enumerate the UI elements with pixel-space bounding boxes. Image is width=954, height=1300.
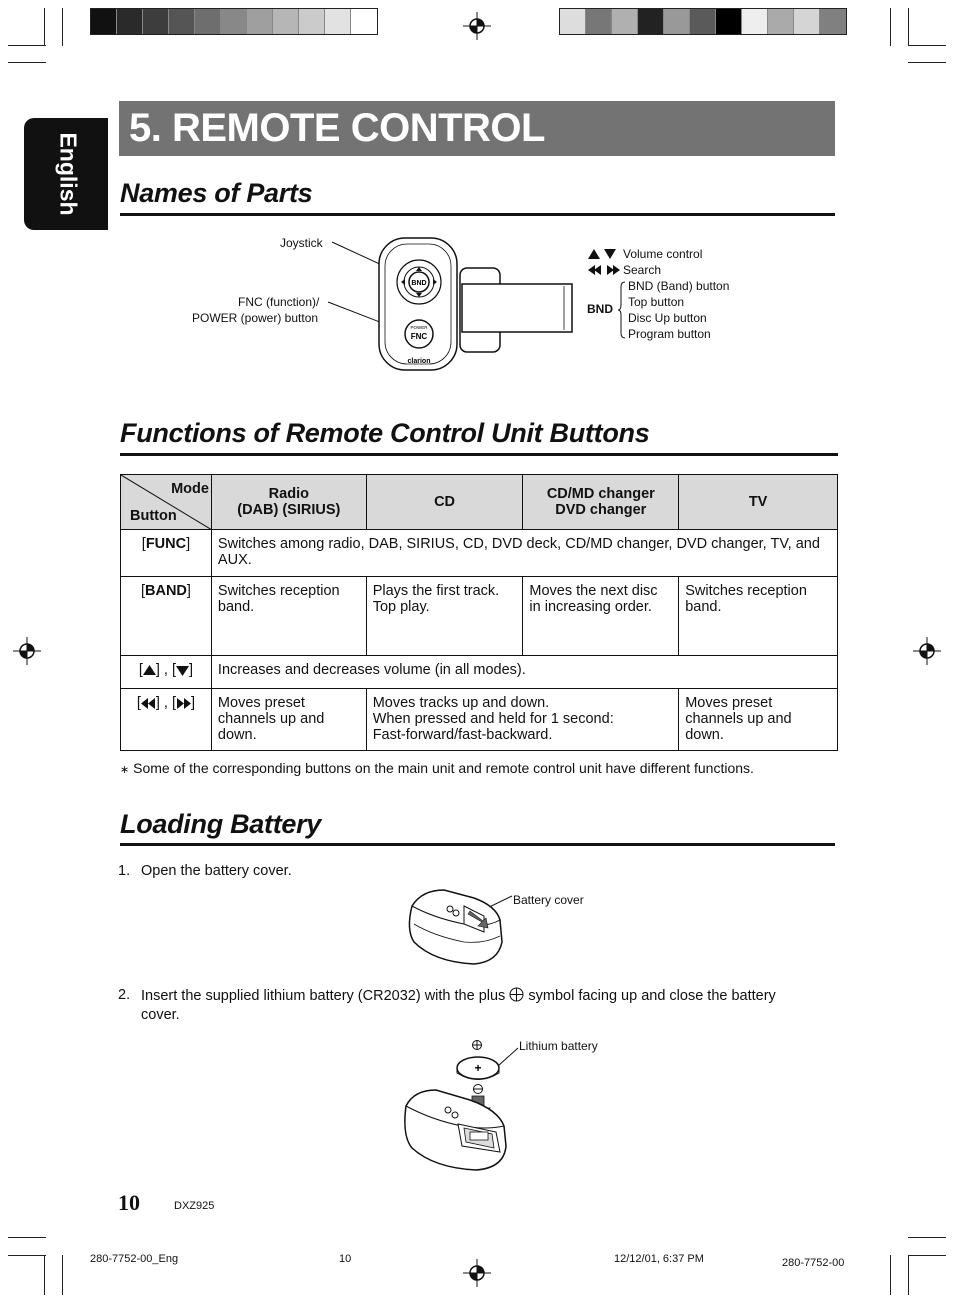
page-title-bar [119,101,835,156]
step-2-number: 2. [118,987,131,1003]
button-cell-band: [BAND] [121,577,212,656]
language-tab [24,118,108,230]
functions-table [120,474,838,751]
seek-arrows-icon [587,264,621,276]
crop-mark [44,1255,45,1295]
step-1-text: Open the battery cover. [141,863,292,879]
seek-forward-icon [176,698,191,709]
asterisk-icon: ∗ [120,764,130,776]
registration-mark-icon [12,636,42,666]
remote-brand-text: clarion [407,358,431,365]
footer-sheet: 10 [339,1253,352,1265]
volume-description: Increases and decreases volume (in all modes). [211,656,837,689]
remote-bnd-text: BND [411,280,427,287]
registration-mark-icon [462,1258,492,1288]
footer-datetime: 12/12/01, 6:37 PM [614,1253,704,1265]
model-code: DXZ925 [174,1200,215,1212]
table-row [121,656,838,689]
registration-mark-icon [912,636,942,666]
section-heading-battery: Loading Battery [120,809,322,839]
band-tv-cell: Switches reception band. [679,577,838,656]
section-heading-names: Names of Parts [120,178,313,208]
column-header-cd: CD [366,475,523,530]
step-2-text: Insert the supplied lithium battery (CR2032) with the plus symbol facing up and close the battery cover. [141,988,776,1023]
svg-text:+: + [474,1061,482,1075]
seek-back-icon [141,698,156,709]
remote-control-diagram [320,228,580,376]
table-row [121,689,838,751]
corner-mode-label: Mode [171,481,209,497]
label-joystick: Joystick [280,236,323,250]
band-cdmd-cell: Moves the next disc in increasing order. [523,577,679,656]
crop-mark [908,45,946,46]
label-bnd: BND [587,302,613,316]
crop-mark [908,1255,909,1295]
crop-mark [890,1255,891,1295]
button-cell-seek: [ ] , [ ] [121,689,212,751]
crop-mark [908,62,946,63]
label-bnd-item: BND (Band) button [628,279,730,293]
footer-file: 280-7752-00_Eng [90,1253,179,1265]
band-button-label: BAND [145,583,187,599]
section-heading-functions: Functions of Remote Control Unit Buttons [120,418,650,448]
remote-fnc-text: FNC [410,332,428,341]
page-title: 5. REMOTE CONTROL [129,106,545,150]
color-bar-left [90,8,378,35]
crop-mark [908,8,909,46]
seek-tv-cell: Moves preset channels up and down. [679,689,838,751]
crop-mark [890,8,891,46]
crop-mark [8,62,46,63]
table-row [121,577,838,656]
crop-mark [62,8,63,46]
label-lithium-battery: Lithium battery [519,1039,598,1053]
footnote [120,760,754,776]
label-fnc-line2: POWER (power) button [192,311,319,325]
crop-mark [8,1255,46,1256]
crop-mark [8,1237,46,1238]
label-bnd-item: Top button [628,295,685,309]
up-down-arrows-icon [587,248,619,260]
seek-radio-cell: Moves preset channels up and down. [211,689,366,751]
column-header-tv: TV [679,475,838,530]
crop-mark [62,1255,63,1295]
crop-mark [8,45,46,46]
crop-mark [44,8,45,46]
button-cell-func: [FUNC] [121,530,212,577]
func-button-label: FUNC [145,536,187,552]
language-tab-label: English [55,132,82,216]
corner-cell [121,475,212,530]
label-search: Search [623,263,662,277]
crop-mark [908,1255,946,1256]
column-header-radio: Radio (DAB) (SIRIUS) [211,475,366,530]
label-volume: Volume control [623,247,703,261]
step-1-number: 1. [118,863,131,879]
corner-button-label: Button [130,508,177,524]
up-triangle-icon [143,665,156,676]
column-header-cdmd: CD/MD changer DVD changer [523,475,679,530]
footnote-text: Some of the corresponding buttons on the main unit and remote control unit have different functions. [133,760,754,776]
page-number: 10 [118,1190,140,1215]
plus-circle-icon [509,987,524,1002]
crop-mark [908,1237,946,1238]
table-row [121,530,838,577]
label-bnd-item: Disc Up button [628,311,707,325]
seek-cd-cell: Moves tracks up and down. When pressed and held for 1 second: Fast-forward/fast-backward. [366,689,679,751]
band-cd-cell: Plays the first track. Top play. [366,577,523,656]
color-bar-right [559,8,847,35]
func-description: Switches among radio, DAB, SIRIUS, CD, DVD deck, CD/MD changer, DVD changer, TV, and AUX. [211,530,837,577]
button-cell-volume: [ ] , [ ] [121,656,212,689]
section-rule [120,453,838,456]
footer-code: 280-7752-00 [782,1257,845,1269]
band-radio-cell: Switches reception band. [211,577,366,656]
down-triangle-icon [176,665,189,676]
section-rule [120,843,835,846]
remote-power-text: POWER [410,325,428,330]
registration-mark-icon [462,11,492,41]
bnd-brace-icon [617,281,627,339]
label-bnd-item: Program button [628,327,711,341]
label-fnc-line1: FNC (function)/ [238,295,320,309]
lithium-battery-illustration [400,1036,520,1176]
label-battery-cover: Battery cover [513,893,584,907]
battery-cover-illustration [404,884,524,968]
table-header-row [121,475,838,530]
section-rule [120,213,835,216]
